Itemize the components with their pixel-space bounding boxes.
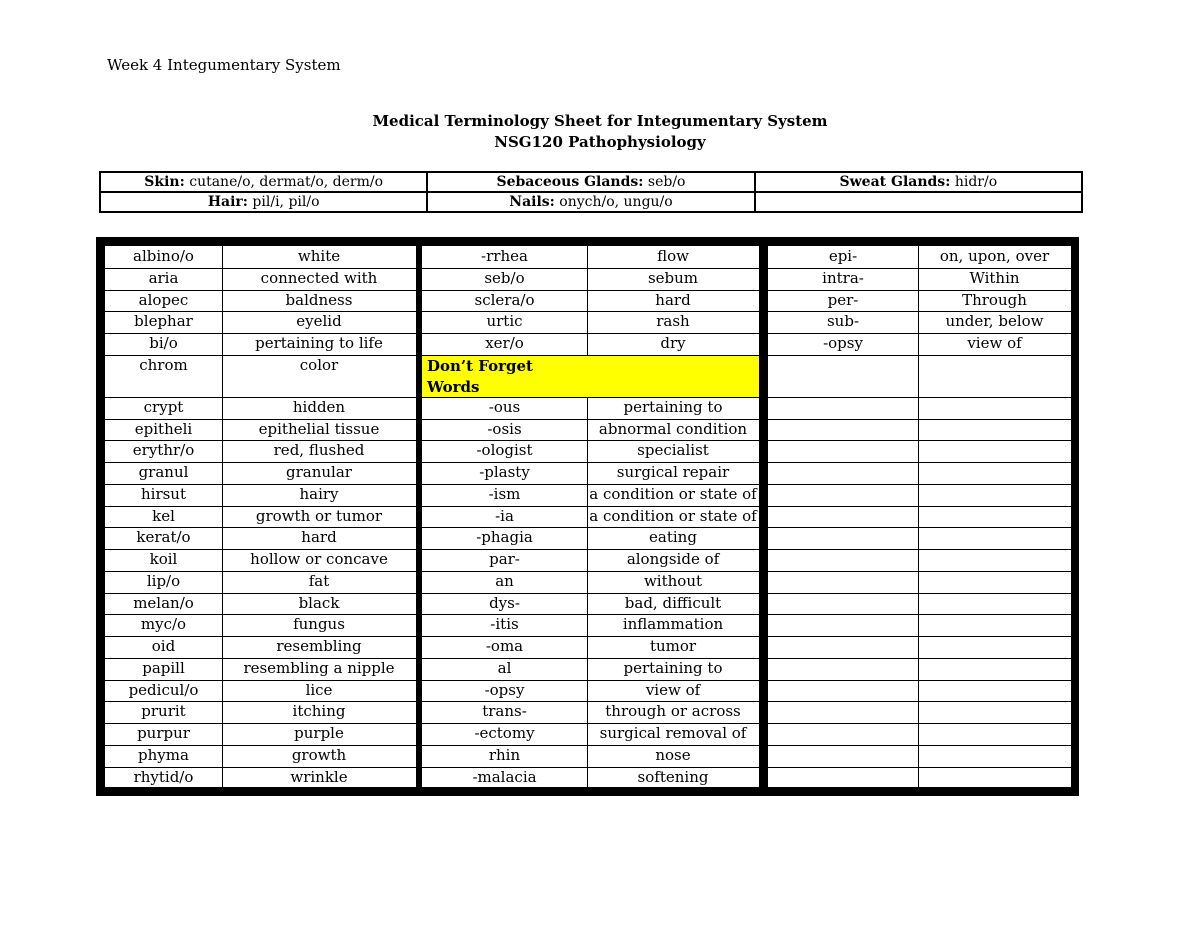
suffix-meaning: inflammation — [622, 615, 724, 634]
suffix-row — [422, 658, 759, 680]
root-meaning: hollow or concave — [250, 550, 388, 568]
root-meaning: fat — [308, 571, 330, 590]
root-meaning: red, flushed — [273, 441, 365, 460]
suffix-meaning: tumor — [649, 637, 697, 655]
suffix-meaning: surgical repair — [616, 463, 730, 481]
prefix-meaning: Through — [962, 290, 1027, 309]
suffix-term: al — [497, 658, 512, 677]
nails-cell: Nails: onych/o, ungu/o — [427, 192, 754, 212]
suffix-meaning: alongside of — [626, 550, 720, 568]
row-divider — [768, 484, 1071, 485]
root-meaning: hidden — [292, 397, 346, 416]
root-row — [105, 333, 416, 355]
root-term: oid — [151, 637, 176, 655]
suffix-row — [422, 506, 759, 528]
suffix-meaning: a condition or state of — [589, 506, 757, 525]
suffix-term: -ia — [495, 506, 514, 525]
suffix-term: urtic — [486, 312, 523, 331]
suffix-row — [422, 290, 759, 312]
suffix-term: -phagia — [476, 528, 533, 547]
root-row — [105, 614, 416, 636]
row-divider — [768, 397, 1071, 398]
course-subtitle: NSG120 Pathophysiology — [494, 133, 706, 151]
prefix-row — [768, 246, 1071, 268]
row-divider — [768, 419, 1071, 420]
root-row — [105, 701, 416, 723]
root-term: bi/o — [149, 334, 178, 352]
skin-cell: Skin: cutane/o, dermat/o, derm/o — [100, 172, 427, 192]
root-row — [105, 440, 416, 462]
root-row — [105, 767, 416, 789]
prefix-term: -opsy — [823, 334, 863, 352]
suffix-row — [422, 246, 759, 268]
suffix-row — [422, 549, 759, 571]
prefix-row — [768, 333, 1071, 355]
suffix-term: rhin — [488, 745, 521, 764]
suffix-meaning: sebum — [647, 268, 699, 287]
root-term: kerat/o — [136, 528, 191, 547]
suffix-meaning: eating — [649, 528, 697, 547]
root-meaning: fungus — [293, 615, 345, 634]
suffix-term: trans- — [482, 702, 527, 721]
root-meaning: black — [298, 593, 340, 612]
root-meaning: baldness — [285, 290, 353, 309]
root-term: epitheli — [134, 419, 193, 438]
suffix-row — [422, 527, 759, 549]
root-term: phyma — [138, 745, 189, 764]
root-term: rhytid/o — [133, 767, 194, 786]
root-term: kel — [152, 506, 175, 525]
prefix-meaning: on, upon, over — [939, 247, 1050, 265]
root-meaning: white — [297, 247, 341, 265]
prefix-term: intra- — [822, 268, 864, 287]
root-meaning: resembling a nipple — [243, 658, 395, 677]
suffix-meaning: bad, difficult — [624, 593, 722, 612]
root-meaning: hard — [301, 528, 337, 547]
root-meaning: wrinkle — [290, 767, 348, 786]
dont-forget-line2: Words — [427, 377, 480, 396]
root-term: erythr/o — [132, 441, 195, 460]
root-row — [105, 290, 416, 312]
suffix-term: -ism — [488, 484, 521, 503]
terms-column-prefixes — [768, 246, 1071, 787]
suffix-row — [422, 636, 759, 658]
suffix-term: par- — [489, 550, 520, 568]
terms-column-suffixes — [422, 246, 759, 787]
suffix-row — [422, 440, 759, 462]
suffix-meaning: surgical removal of — [599, 724, 747, 742]
row-divider — [768, 680, 1071, 681]
root-meaning: color — [299, 355, 339, 374]
row-divider — [768, 527, 1071, 528]
root-row — [105, 311, 416, 333]
suffix-row — [422, 593, 759, 615]
root-row — [105, 484, 416, 506]
row-divider — [768, 593, 1071, 594]
suffix-row — [422, 462, 759, 484]
root-term: granul — [138, 463, 189, 481]
root-meaning: growth — [291, 745, 347, 764]
row-divider — [768, 614, 1071, 615]
root-term: melan/o — [133, 593, 194, 612]
suffix-row — [422, 745, 759, 767]
terms-table — [96, 237, 1079, 796]
sweat-cell: Sweat Glands: hidr/o — [755, 172, 1082, 192]
suffix-meaning: view of — [645, 680, 701, 699]
root-row — [105, 549, 416, 571]
prefix-meaning: view of — [967, 334, 1022, 352]
root-meaning: hairy — [299, 484, 339, 503]
row-divider — [768, 571, 1071, 572]
root-meaning: granular — [286, 463, 352, 481]
suffix-row — [422, 571, 759, 593]
row-divider — [768, 723, 1071, 724]
suffix-meaning: pertaining to — [623, 397, 723, 416]
root-meaning: growth or tumor — [255, 506, 383, 525]
suffix-term: seb/o — [484, 268, 525, 287]
prefix-meaning: Within — [969, 268, 1020, 287]
row-divider — [768, 549, 1071, 550]
row-divider — [768, 440, 1071, 441]
root-term: koil — [149, 550, 178, 568]
suffix-meaning: specialist — [637, 441, 709, 460]
root-row — [105, 680, 416, 702]
root-meaning: resembling — [276, 637, 362, 655]
root-row — [105, 571, 416, 593]
root-term: albino/o — [133, 247, 194, 265]
suffix-row — [422, 484, 759, 506]
body-part-roots-table — [99, 171, 1083, 213]
root-row — [105, 658, 416, 680]
suffix-term: -osis — [487, 419, 522, 438]
prefix-row — [768, 311, 1071, 333]
dont-forget-line1: Don’t Forget — [427, 356, 533, 375]
suffix-term: -ectomy — [474, 724, 535, 742]
row-divider — [768, 355, 1071, 356]
prefix-term: epi- — [828, 247, 858, 265]
root-term: chrom — [139, 355, 188, 374]
root-term: prurit — [141, 702, 186, 721]
root-term: alopec — [138, 290, 189, 309]
root-term: purpur — [137, 724, 190, 742]
root-meaning: itching — [292, 702, 346, 721]
root-row — [105, 506, 416, 528]
row-divider — [768, 636, 1071, 637]
root-row — [105, 462, 416, 484]
suffix-row — [422, 614, 759, 636]
root-meaning: eyelid — [296, 312, 342, 331]
root-meaning: epithelial tissue — [258, 419, 380, 438]
root-row — [105, 723, 416, 745]
sebaceous-cell: Sebaceous Glands: seb/o — [427, 172, 754, 192]
empty-cell — [755, 192, 1082, 212]
root-row — [105, 593, 416, 615]
suffix-meaning: nose — [655, 745, 691, 764]
suffix-term: -oma — [485, 637, 524, 655]
suffix-meaning: pertaining to — [623, 658, 723, 677]
header-note: Week 4 Integumentary System — [107, 56, 341, 74]
suffix-row — [422, 311, 759, 333]
page-title: Medical Terminology Sheet for Integumentary System — [372, 112, 828, 130]
suffix-row — [422, 333, 759, 355]
suffix-row — [422, 767, 759, 789]
root-term: lip/o — [146, 571, 181, 590]
suffix-row — [422, 723, 759, 745]
row-divider — [768, 745, 1071, 746]
root-term: blephar — [134, 312, 193, 331]
root-term: hirsut — [140, 484, 186, 503]
row-divider — [768, 506, 1071, 507]
root-row — [105, 527, 416, 549]
suffix-meaning: softening — [637, 767, 709, 786]
suffix-term: -malacia — [472, 767, 537, 786]
suffix-term: -ous — [488, 397, 521, 416]
root-term: papill — [142, 658, 185, 677]
suffix-term: -plasty — [479, 463, 530, 481]
root-row — [105, 745, 416, 767]
terms-column-roots — [105, 246, 416, 787]
suffix-meaning: abnormal condition — [598, 419, 748, 438]
row-divider — [768, 767, 1071, 768]
root-meaning: connected with — [260, 268, 378, 287]
suffix-row — [422, 701, 759, 723]
suffix-term: -opsy — [484, 680, 525, 699]
root-term: aria — [148, 268, 179, 287]
suffix-meaning: without — [643, 571, 703, 590]
root-row — [105, 636, 416, 658]
suffix-term: sclera/o — [474, 290, 535, 309]
row-divider — [768, 658, 1071, 659]
root-term: crypt — [143, 397, 184, 416]
suffix-row — [422, 268, 759, 290]
prefix-term: sub- — [826, 312, 860, 331]
row-divider — [768, 462, 1071, 463]
suffix-meaning: through or across — [605, 702, 741, 721]
root-meaning: purple — [294, 724, 344, 742]
suffix-row — [422, 680, 759, 702]
suffix-meaning: dry — [660, 334, 686, 352]
suffix-meaning: hard — [655, 290, 691, 309]
suffix-term: dys- — [489, 593, 520, 612]
suffix-term: xer/o — [485, 334, 524, 352]
suffix-row — [422, 397, 759, 419]
root-term: myc/o — [140, 615, 187, 634]
row-divider — [768, 701, 1071, 702]
prefix-row — [768, 268, 1071, 290]
hair-cell: Hair: pil/i, pil/o — [100, 192, 427, 212]
suffix-row — [422, 419, 759, 441]
root-meaning: pertaining to life — [255, 334, 383, 352]
suffix-meaning: a condition or state of — [589, 484, 757, 503]
prefix-row — [768, 290, 1071, 312]
dont-forget-words-banner — [422, 356, 759, 397]
suffix-meaning: flow — [657, 247, 689, 265]
suffix-term: -ologist — [476, 441, 533, 460]
root-row — [105, 419, 416, 441]
suffix-term: an — [495, 571, 514, 590]
root-meaning: lice — [305, 680, 333, 699]
suffix-term: -itis — [490, 615, 519, 634]
suffix-term: -rrhea — [481, 247, 528, 265]
prefix-term: per- — [827, 290, 859, 309]
suffix-meaning: rash — [656, 312, 690, 331]
root-row — [105, 397, 416, 419]
prefix-meaning: under, below — [945, 312, 1044, 331]
root-row — [105, 355, 416, 397]
root-row — [105, 268, 416, 290]
root-term: pedicul/o — [128, 680, 199, 699]
root-row — [105, 246, 416, 268]
